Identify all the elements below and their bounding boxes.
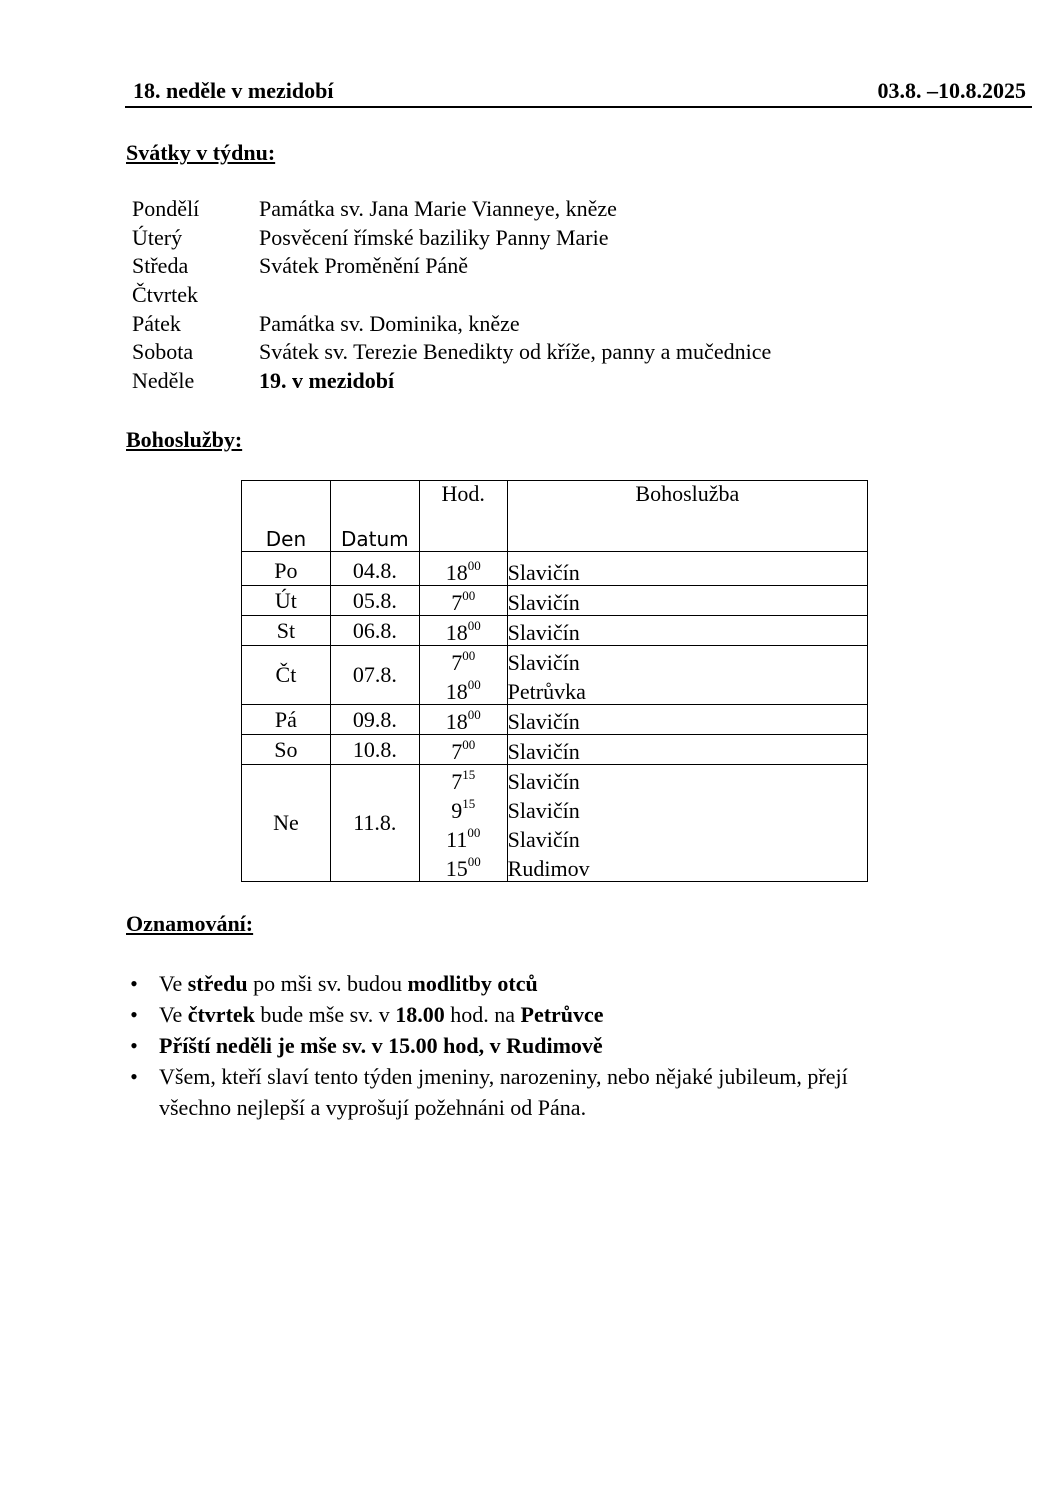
cell-date: 10.8. bbox=[330, 735, 419, 765]
feast-day: Čtvrtek bbox=[132, 282, 198, 308]
cell-places bbox=[507, 735, 867, 765]
cell-date: 07.8. bbox=[330, 646, 419, 705]
feast-row bbox=[132, 338, 892, 367]
header-bar bbox=[125, 78, 1032, 108]
services-heading: Bohoslužby: bbox=[126, 427, 243, 452]
feast-row bbox=[132, 310, 892, 339]
time-minutes: 00 bbox=[467, 677, 481, 692]
service-place: Petrůvka bbox=[507, 679, 586, 704]
feast-description: Památka sv. Jana Marie Vianneye, kněze bbox=[259, 196, 617, 221]
time-minutes: 00 bbox=[462, 588, 476, 603]
time-hour: 11 bbox=[446, 827, 468, 852]
header-service: Bohoslužba bbox=[507, 481, 867, 552]
time-minutes: 00 bbox=[467, 825, 481, 840]
cell-places bbox=[507, 616, 867, 646]
cell-places bbox=[507, 765, 867, 882]
table-row bbox=[242, 552, 868, 586]
time-hour: 7 bbox=[451, 769, 463, 794]
cell-hours bbox=[419, 765, 507, 882]
announcement-text: Všem, kteří slaví tento týden jmeniny, narozeniny, nebo nějaké jubileum, přejí bbox=[159, 1064, 848, 1089]
cell-day: Ne bbox=[242, 765, 331, 882]
announcement-item bbox=[126, 1030, 986, 1061]
time-hour: 18 bbox=[445, 620, 468, 645]
time-minutes: 00 bbox=[467, 707, 481, 722]
announcement-text: bude mše sv. v bbox=[254, 1002, 396, 1027]
cell-date: 05.8. bbox=[330, 586, 419, 616]
feast-day: Pondělí bbox=[132, 196, 200, 221]
time-minutes: 00 bbox=[462, 648, 476, 663]
time-entry bbox=[420, 646, 507, 675]
feast-description: Svátek Proměnění Páně bbox=[259, 253, 468, 279]
time-hour: 9 bbox=[451, 798, 463, 823]
table-row bbox=[242, 616, 868, 646]
announcement-text: čtvrtek bbox=[187, 1002, 255, 1027]
table-row bbox=[242, 765, 868, 882]
service-place: Slavičín bbox=[507, 650, 580, 675]
time-minutes: 00 bbox=[462, 737, 476, 752]
time-entry bbox=[420, 735, 507, 764]
service-place: Slavičín bbox=[507, 798, 580, 823]
cell-date: 09.8. bbox=[330, 705, 419, 735]
service-place: Slavičín bbox=[507, 769, 580, 794]
time-entry bbox=[420, 556, 507, 585]
announcement-text: Ve bbox=[159, 971, 188, 996]
cell-places bbox=[507, 646, 867, 705]
announcement-text: 18.00 bbox=[395, 1002, 445, 1027]
cell-day: Út bbox=[242, 586, 331, 616]
table-row bbox=[242, 646, 868, 705]
time-entry bbox=[420, 586, 507, 615]
table-row bbox=[242, 586, 868, 616]
cell-day: Pá bbox=[242, 705, 331, 735]
feast-row bbox=[132, 367, 892, 396]
time-minutes: 15 bbox=[462, 767, 476, 782]
feast-row bbox=[132, 195, 892, 224]
table-header-row bbox=[242, 481, 868, 552]
bullet-icon: • bbox=[130, 1064, 138, 1089]
announcement-item bbox=[126, 1061, 986, 1123]
time-minutes: 15 bbox=[462, 796, 476, 811]
service-place: Slavičín bbox=[507, 620, 580, 645]
bullet-icon: • bbox=[130, 1002, 138, 1027]
header-date: Datum bbox=[330, 481, 419, 552]
cell-hours bbox=[419, 735, 507, 765]
announcement-item bbox=[126, 999, 986, 1030]
time-minutes: 00 bbox=[467, 558, 481, 573]
feast-day: Středa bbox=[132, 253, 189, 279]
time-entry bbox=[420, 823, 507, 852]
time-hour: 15 bbox=[445, 856, 468, 881]
service-place: Slavičín bbox=[507, 560, 580, 585]
time-hour: 18 bbox=[445, 679, 468, 704]
liturgical-week-title: 18. neděle v mezidobí bbox=[133, 78, 334, 103]
time-entry bbox=[420, 675, 507, 704]
feast-description: 19. v mezidobí bbox=[259, 368, 395, 394]
service-place: Rudimov bbox=[507, 856, 590, 881]
time-hour: 7 bbox=[451, 739, 463, 764]
service-place: Slavičín bbox=[507, 827, 580, 852]
announcements-heading: Oznamování: bbox=[126, 911, 254, 936]
announcement-text: modlitby otců bbox=[407, 971, 538, 996]
feast-description: Posvěcení římské baziliky Panny Marie bbox=[259, 224, 609, 250]
time-hour: 7 bbox=[451, 590, 463, 615]
table-row bbox=[242, 735, 868, 765]
services-table bbox=[241, 480, 868, 882]
feast-row bbox=[132, 281, 892, 310]
service-place: Slavičín bbox=[507, 590, 580, 615]
announcement-text: po mši sv. budou bbox=[247, 971, 408, 996]
feast-description: Památka sv. Dominika, kněze bbox=[259, 310, 520, 336]
cell-day: St bbox=[242, 616, 331, 646]
feast-row bbox=[132, 224, 892, 253]
cell-day: Po bbox=[242, 552, 331, 586]
announcement-text: hod. na bbox=[444, 1002, 521, 1027]
announcement-item bbox=[126, 968, 986, 999]
announcement-text: Ve bbox=[159, 1002, 188, 1027]
cell-hours bbox=[419, 705, 507, 735]
time-hour: 7 bbox=[451, 650, 463, 675]
announcement-text: všechno nejlepší a vyprošují požehnáni od Pána. bbox=[159, 1095, 587, 1120]
time-hour: 18 bbox=[445, 560, 468, 585]
time-entry bbox=[420, 852, 507, 881]
time-hour: 18 bbox=[445, 709, 468, 734]
header-hour: Hod. bbox=[419, 481, 507, 552]
service-place: Slavičín bbox=[507, 739, 580, 764]
cell-date: 11.8. bbox=[330, 765, 419, 882]
cell-hours bbox=[419, 586, 507, 616]
time-minutes: 00 bbox=[467, 854, 481, 869]
feast-day: Neděle bbox=[132, 368, 195, 394]
feast-day: Sobota bbox=[132, 339, 194, 365]
feast-description: Svátek sv. Terezie Benedikty od kříže, panny a mučednice bbox=[259, 339, 772, 365]
header-day: Den bbox=[242, 481, 331, 552]
cell-places bbox=[507, 586, 867, 616]
announcement-text: středu bbox=[187, 971, 248, 996]
date-range: 03.8. –10.8.2025 bbox=[877, 78, 1026, 103]
table-row bbox=[242, 705, 868, 735]
bullet-icon: • bbox=[130, 1033, 138, 1058]
bullet-icon: • bbox=[130, 971, 138, 996]
feast-row bbox=[132, 252, 892, 281]
time-entry bbox=[420, 705, 507, 734]
time-entry bbox=[420, 765, 507, 794]
service-place: Slavičín bbox=[507, 709, 580, 734]
feast-day: Úterý bbox=[132, 224, 183, 250]
announcement-text: Příští neděli je mše sv. v 15.00 hod, v Rudimově bbox=[159, 1033, 603, 1058]
feast-day: Pátek bbox=[132, 310, 181, 336]
announcements-list bbox=[126, 968, 986, 1123]
time-entry bbox=[420, 794, 507, 823]
feasts-list bbox=[132, 195, 892, 396]
announcement-text: Petrůvce bbox=[520, 1002, 604, 1027]
cell-date: 06.8. bbox=[330, 616, 419, 646]
cell-places bbox=[507, 705, 867, 735]
feasts-heading: Svátky v týdnu: bbox=[126, 140, 276, 165]
cell-places bbox=[507, 552, 867, 586]
cell-day: So bbox=[242, 735, 331, 765]
cell-hours bbox=[419, 616, 507, 646]
cell-hours bbox=[419, 646, 507, 705]
time-minutes: 00 bbox=[467, 618, 481, 633]
cell-hours bbox=[419, 552, 507, 586]
time-entry bbox=[420, 616, 507, 645]
cell-date: 04.8. bbox=[330, 552, 419, 586]
cell-day: Čt bbox=[242, 646, 331, 705]
